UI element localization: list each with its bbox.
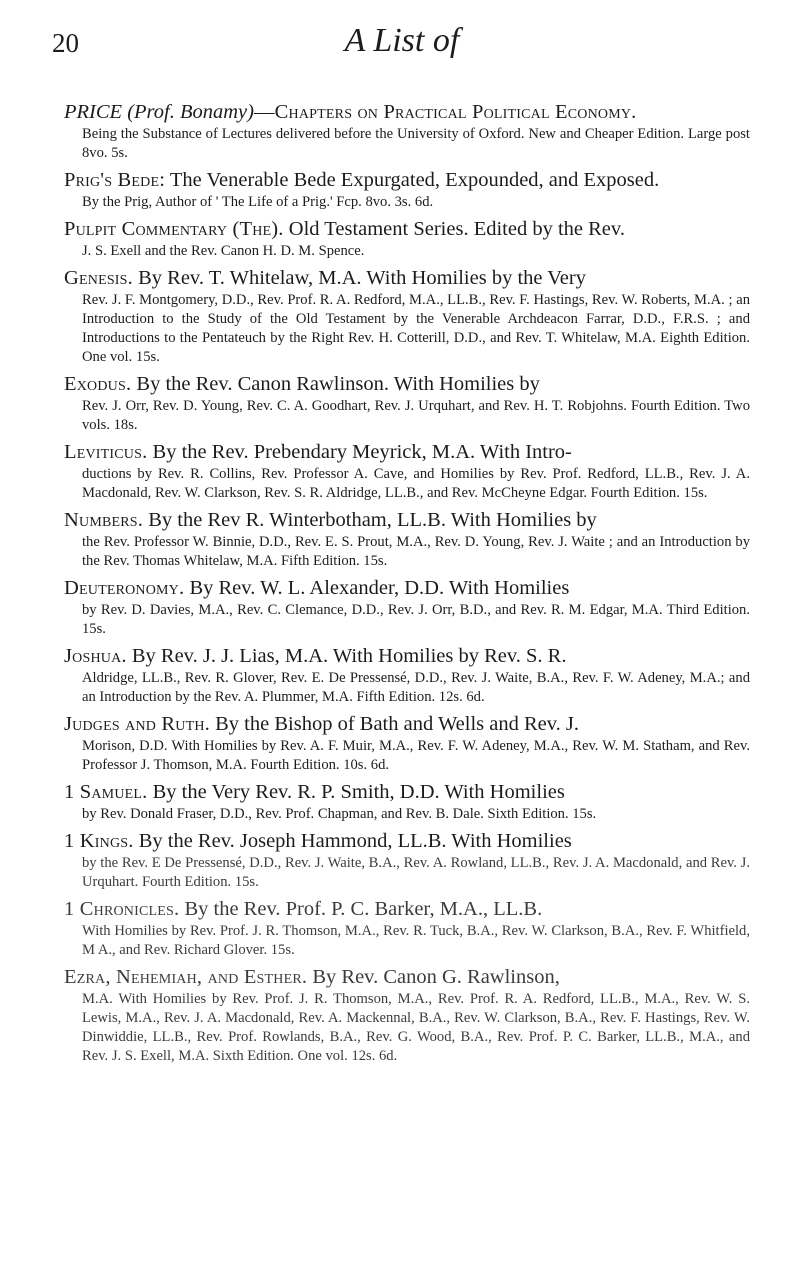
page-header (52, 22, 752, 62)
entry-description: J. S. Exell and the Rev. Canon H. D. M. Spence. (82, 243, 365, 259)
entry-heading (64, 712, 750, 737)
entry-description: the Rev. Professor W. Binnie, D.D., Rev. E. S. Prout, M.A., Rev. D. Young, Rev. J. Waite ; and an Introduction by the Rev. Thomas Whitelaw, M.A. Fifth Edition. 15s. (82, 534, 750, 569)
entry-lead: Exodus. (64, 373, 132, 395)
entry-description: M.A. With Homilies by Rev. Prof. J. R. Thomson, M.A., Rev. Prof. R. A. Redford, LL.B., M.A., Rev. W. S. Lewis, M.A., Rev. J. A. Macdonald, Rev. A. Mackennal, B.A., Rev. W. Clarkson, B.A., Rev. F. Hastings, Rev. W. Dinwiddie, LL.B., Rev. Prof. Rowlands, B.A., Rev. G. Wood, B.A., Rev. Prof. P. C. Barker, LL.B., M.A., and Rev. J. S. Exell, M.A. Sixth Edition. One vol. 12s. 6d. (82, 991, 750, 1064)
entry-lead: Deuteronomy. (64, 577, 185, 599)
catalogue-entry-genesis (64, 266, 750, 367)
catalogue-entry-judges-and-ruth (64, 712, 750, 775)
entry-lead: Leviticus. (64, 441, 148, 463)
entry-lead: 1 Kings. (64, 830, 134, 852)
entry-description: ductions by Rev. R. Collins, Rev. Professor A. Cave, and Homilies by Rev. Prof. Redford, LL.B., Rev. J. A. Macdonald, Rev. W. Clarkson, Rev. S. R. Aldridge, LL.B., and Rev. McCheyne Edgar. Fourth Edition. 15s. (82, 466, 750, 501)
entry-lead: Numbers. (64, 509, 144, 531)
entry-title: By the Rev. Prof. P. C. Barker, M.A., LL.B. (179, 898, 543, 920)
entry-description: Rev. J. Orr, Rev. D. Young, Rev. C. A. Goodhart, Rev. J. Urquhart, and Rev. H. T. Robjohns. Fourth Edition. Two vols. 18s. (82, 398, 750, 433)
catalogue-entry-1-kings (64, 829, 750, 892)
entry-title: By the Rev. Joseph Hammond, LL.B. With Homilies (133, 830, 572, 852)
entry-lead: Prig's Bede: (64, 169, 166, 191)
entry-description: By the Prig, Author of ' The Life of a Prig.' Fcp. 8vo. 3s. 6d. (82, 194, 434, 210)
catalogue-entry-price (64, 100, 750, 163)
entry-heading (64, 576, 750, 601)
catalogue-entry-1-chronicles (64, 897, 750, 960)
entry-heading (64, 217, 750, 242)
entry-title: By Rev. Canon G. Rawlinson, (307, 966, 560, 988)
page-number: 20 (52, 28, 79, 58)
entry-lead: Pulpit Commentary (The). (64, 218, 284, 240)
entry-title: By the Very Rev. R. P. Smith, D.D. With Homilies (147, 781, 565, 803)
catalogue-entry-exodus (64, 372, 750, 435)
entry-title: By Rev. T. Whitelaw, M.A. With Homilies by the Very (132, 267, 586, 289)
entry-heading (64, 168, 750, 193)
entry-description: by Rev. Donald Fraser, D.D., Rev. Prof. Chapman, and Rev. B. Dale. Sixth Edition. 15s. (82, 806, 597, 822)
entry-title: —Chapters on Practical Political Economy. (253, 101, 637, 123)
entry-title: By the Rev. Prebendary Meyrick, M.A. With Intro- (147, 441, 572, 463)
entry-title: By Rev. J. J. Lias, M.A. With Homilies by Rev. S. R. (126, 645, 567, 667)
catalogue-entries (64, 100, 750, 1071)
catalogue-entry-deuteronomy (64, 576, 750, 639)
entry-heading (64, 829, 750, 854)
entry-lead: Genesis. (64, 267, 133, 289)
entry-lead: Joshua. (64, 645, 127, 667)
entry-description: by Rev. D. Davies, M.A., Rev. C. Clemance, D.D., Rev. J. Orr, B.D., and Rev. R. M. Edgar, M.A. Third Edition. 15s. (82, 602, 750, 637)
catalogue-entry-ezra-nehemiah-esther (64, 965, 750, 1066)
catalogue-entry-prigs-bede (64, 168, 750, 212)
entry-heading (64, 266, 750, 291)
entry-description: by the Rev. E De Pressensé, D.D., Rev. J. Waite, B.A., Rev. A. Rowland, LL.B., Rev. J. A. Macdonald, and Rev. J. Urquhart. Fourth Edition. 15s. (82, 855, 750, 890)
entry-heading (64, 965, 750, 990)
entry-description: Rev. J. F. Montgomery, D.D., Rev. Prof. R. A. Redford, M.A., LL.B., Rev. F. Hastings, Rev. W. Roberts, M.A. ; an Introduction to the Study of the Old Testament by the Venerable Archdeacon Farrar, D.D., F.R.S. ; and Introductions to the Pentateuch by the Right Rev. H. Cotterill, D.D., and Rev. T. Whitelaw, M.A. Eighth Edition. One vol. 15s. (82, 292, 750, 365)
entry-title: Old Testament Series. Edited by the Rev. (283, 218, 625, 240)
entry-description: Morison, D.D. With Homilies by Rev. A. F. Muir, M.A., Rev. F. W. Adeney, M.A., Rev. W. M. Statham, and Rev. Professor J. Thomson, M.A. Fourth Edition. 10s. 6d. (82, 738, 750, 773)
entry-title: By the Rev. Canon Rawlinson. With Homilies by (131, 373, 540, 395)
running-title: A List of (344, 22, 460, 59)
entry-title: By the Rev R. Winterbotham, LL.B. With Homilies by (143, 509, 597, 531)
entry-lead: 1 Samuel. (64, 781, 148, 803)
entry-description: With Homilies by Rev. Prof. J. R. Thomson, M.A., Rev. R. Tuck, B.A., Rev. W. Clarkson, B.A., Rev. F. Whitfield, M A., and Rev. Richard Glover. 15s. (82, 923, 750, 958)
entry-lead: 1 Chronicles. (64, 898, 180, 920)
entry-heading (64, 780, 750, 805)
entry-heading (64, 100, 750, 125)
entry-heading (64, 897, 750, 922)
entry-description: Being the Substance of Lectures delivered before the University of Oxford. New and Cheaper Edition. Large post 8vo. 5s. (82, 126, 750, 161)
entry-lead: Judges and Ruth. (64, 713, 210, 735)
entry-description: Aldridge, LL.B., Rev. R. Glover, Rev. E. De Pressensé, D.D., Rev. J. Waite, B.A., Rev. F. W. Adeney, M.A.; and an Introduction by the Rev. A. Plummer, M.A. Fifth Edition. 12s. 6d. (82, 670, 750, 705)
entry-heading (64, 372, 750, 397)
entry-author-name: (Prof. Bonamy) (127, 101, 254, 123)
catalogue-entry-1-samuel (64, 780, 750, 824)
entry-title: By the Bishop of Bath and Wells and Rev. J. (210, 713, 580, 735)
entry-title: The Venerable Bede Expurgated, Expounded, and Exposed. (165, 169, 660, 191)
entry-heading (64, 644, 750, 669)
catalogue-entry-leviticus (64, 440, 750, 503)
catalogue-entry-pulpit-commentary (64, 217, 750, 261)
entry-title: By Rev. W. L. Alexander, D.D. With Homilies (184, 577, 570, 599)
entry-lead: Ezra, Nehemiah, and Esther. (64, 966, 308, 988)
entry-heading (64, 440, 750, 465)
catalogue-entry-numbers (64, 508, 750, 571)
entry-heading (64, 508, 750, 533)
catalogue-entry-joshua (64, 644, 750, 707)
entry-author: PRICE (64, 101, 123, 123)
